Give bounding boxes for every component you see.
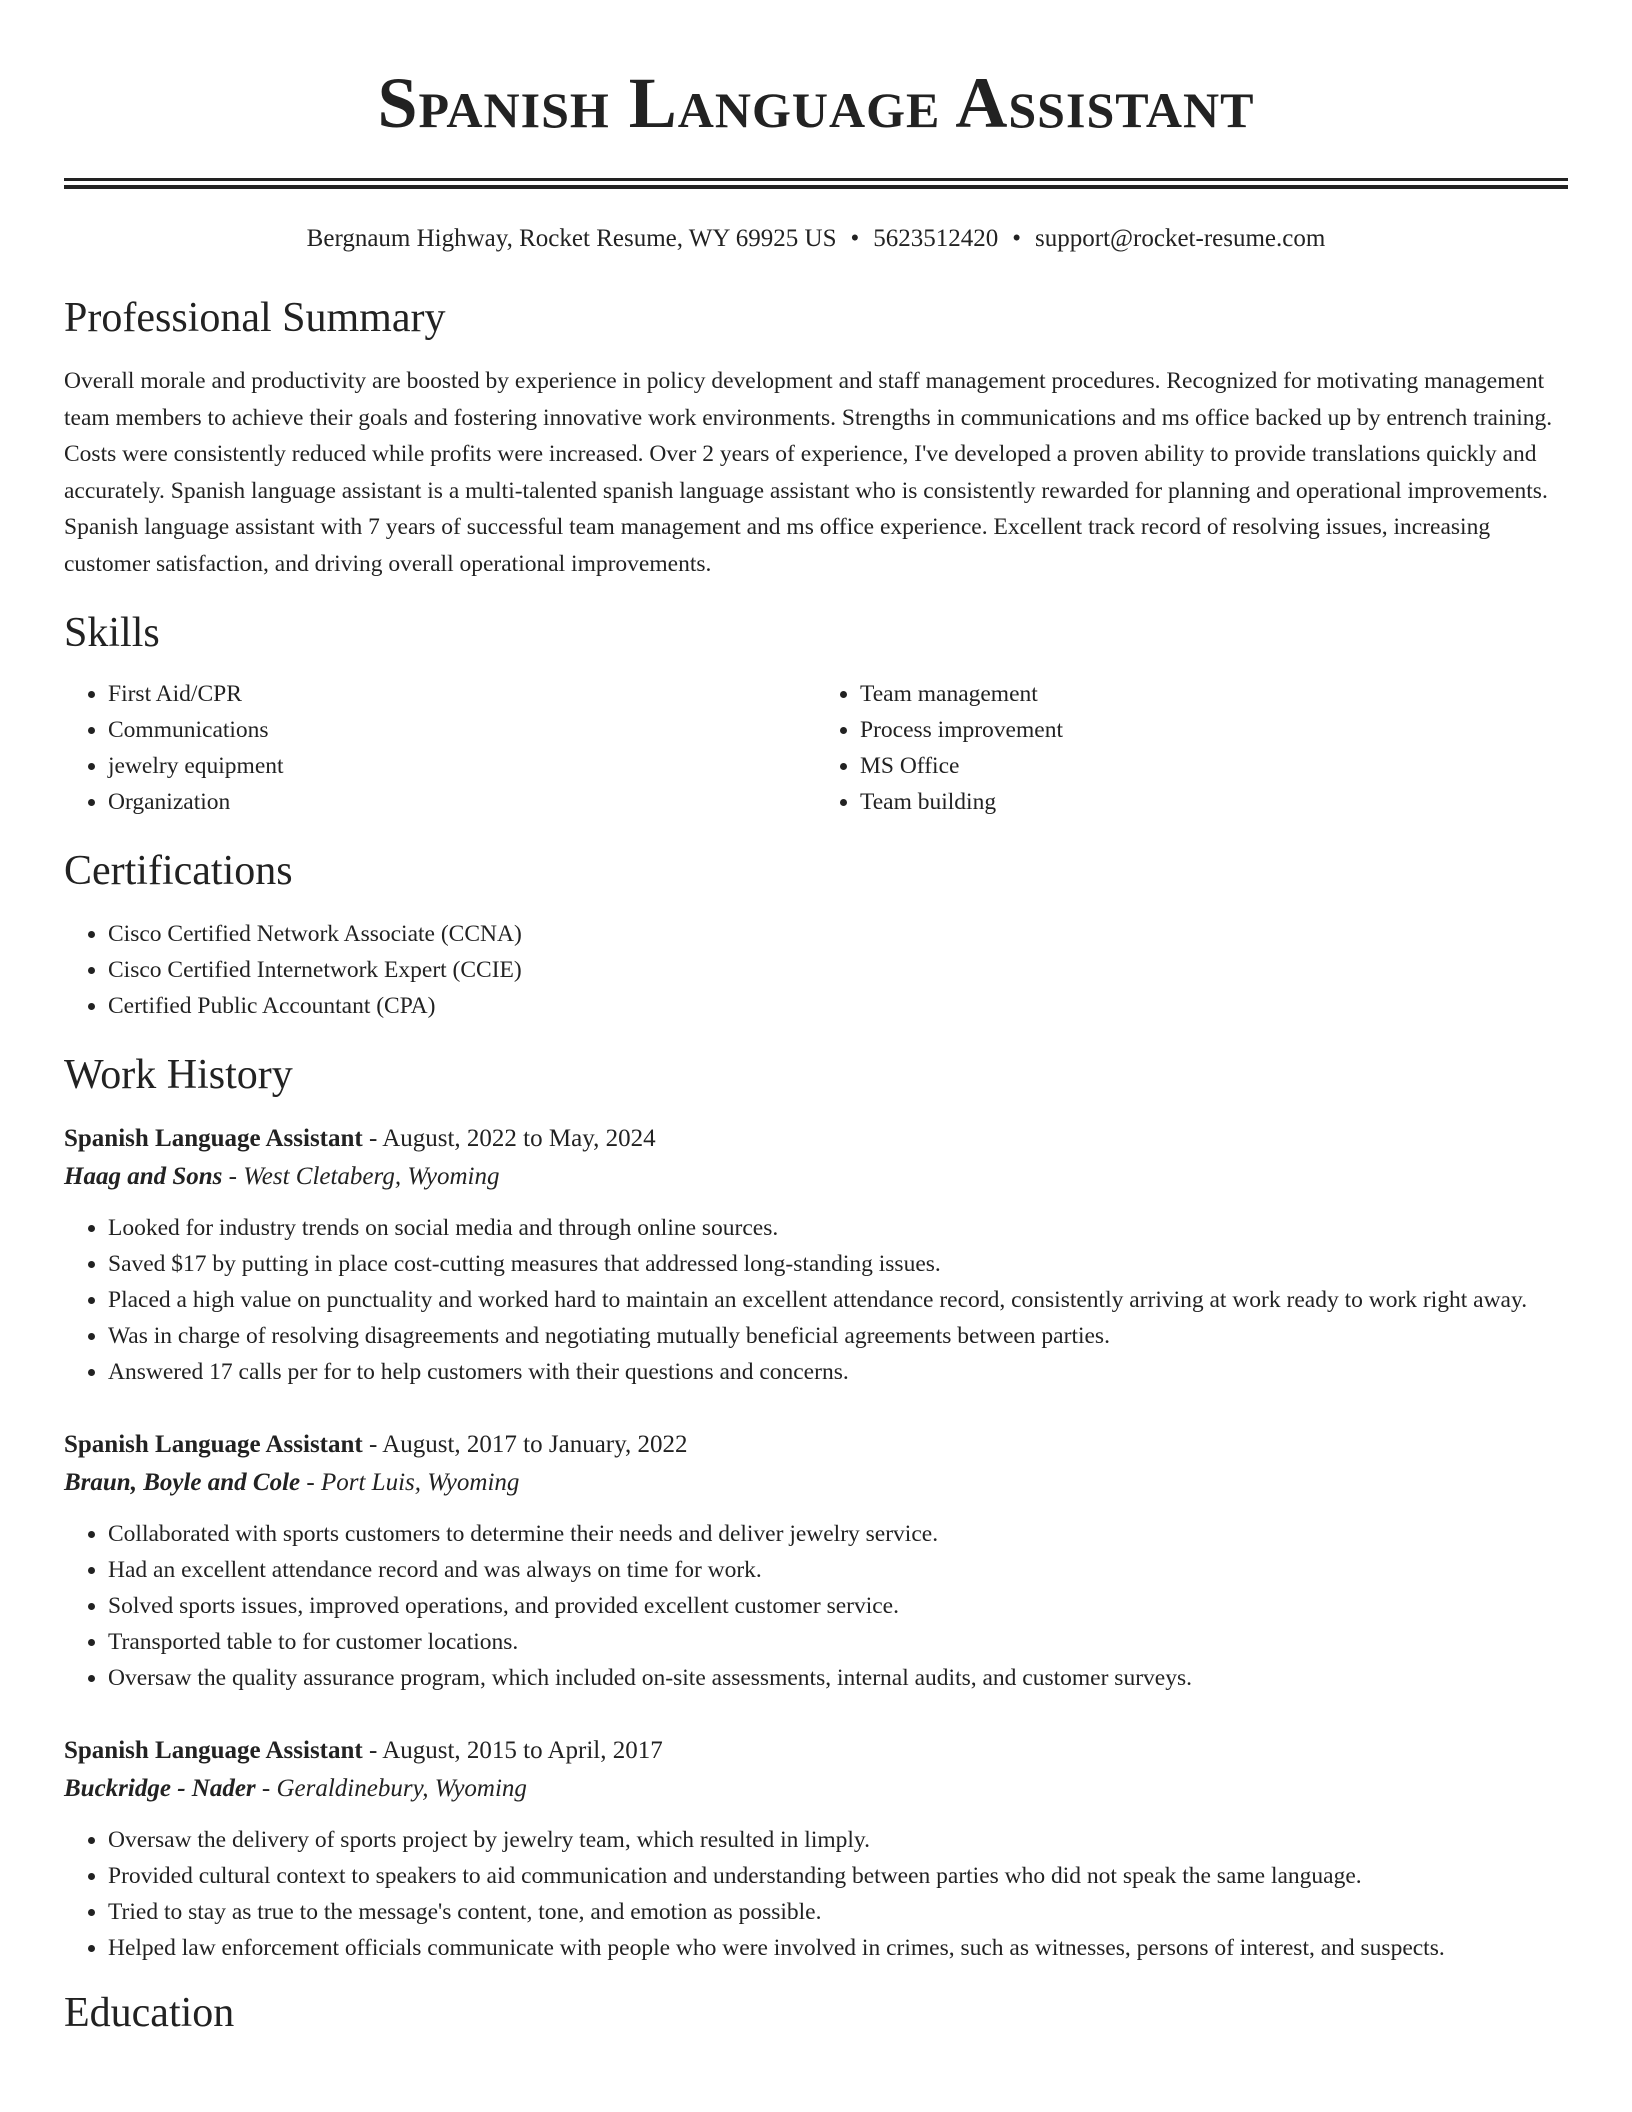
job-dates: August, 2017 to January, 2022 xyxy=(382,1431,688,1458)
header-double-rule xyxy=(64,178,1568,189)
skill-item: • Communications xyxy=(108,712,816,748)
job-bullet: • Oversaw the delivery of sports project by jewelry team, which resulted in limply. xyxy=(108,1822,1568,1858)
job-bullet: • Answered 17 calls per for to help customers with their questions and concerns. xyxy=(108,1354,1568,1390)
skills-list xyxy=(64,676,1568,820)
job-bullet: • Collaborated with sports customers to determine their needs and deliver jewelry service. xyxy=(108,1516,1568,1552)
candidate-name: Spanish Language Assistant xyxy=(377,63,1255,143)
job-bullet: • Oversaw the quality assurance program, which included on-site assessments, internal audits, and customer surveys. xyxy=(108,1660,1568,1696)
summary-text: Overall morale and productivity are boosted by experience in policy development and staff management procedures. Recognized for motivating management team members to achieve their goals and fostering innovative work environments. Strengths in communications and ms office backed up by entrench training. Costs were consistently reduced while profits were increased. Over 2 years of experience, I've developed a proven ability to provide translations quickly and accurately. Spanish language assistant is a multi-talented spanish language assistant who is consistently rewarded for planning and operational improvements. Spanish language assistant with 7 years of successful team management and ms office experience. Excellent track record of resolving issues, increasing customer satisfaction, and driving overall operational improvements. xyxy=(64,368,1553,577)
job-bullet: • Provided cultural context to speakers to aid communication and understanding between parties who did not speak the same language. xyxy=(108,1858,1568,1894)
skill-item: • MS Office xyxy=(860,748,1568,784)
job-dates: August, 2015 to April, 2017 xyxy=(382,1737,663,1764)
job-header xyxy=(64,1120,1568,1158)
skill-item: • Team management xyxy=(860,676,1568,712)
job-entry xyxy=(64,1120,1568,1390)
job-bullet: • Was in charge of resolving disagreements and negotiating mutually beneficial agreements between parties. xyxy=(108,1318,1568,1354)
section-title-certifications: Certifications xyxy=(64,848,293,894)
job-bullet: • Saved $17 by putting in place cost-cutting measures that addressed long-standing issues. xyxy=(108,1246,1568,1282)
contact-line xyxy=(64,223,1568,255)
certification-item: • Cisco Certified Internetwork Expert (CCIE) xyxy=(108,952,1568,988)
job-company-line xyxy=(64,1158,1568,1196)
skill-item: • First Aid/CPR xyxy=(108,676,816,712)
section-title-skills: Skills xyxy=(64,610,160,656)
job-title: Spanish Language Assistant xyxy=(64,1431,363,1458)
skill-item: • jewelry equipment xyxy=(108,748,816,784)
job-dash: - xyxy=(300,1469,321,1496)
job-entry xyxy=(64,1732,1568,1966)
job-bullets xyxy=(64,1822,1568,1966)
job-bullets xyxy=(64,1516,1568,1696)
contact-phone: 5623512420 xyxy=(873,225,999,252)
certification-item: • Cisco Certified Network Associate (CCNA) xyxy=(108,916,1568,952)
job-company: Buckridge - Nader xyxy=(64,1775,256,1802)
job-company-line xyxy=(64,1770,1568,1808)
certifications-list xyxy=(64,916,1568,1024)
job-bullet: • Solved sports issues, improved operations, and provided excellent customer service. xyxy=(108,1588,1568,1624)
section-title-work-history: Work History xyxy=(64,1052,293,1098)
job-bullet: • Placed a high value on punctuality and worked hard to maintain an excellent attendance record, consistently arriving at work ready to work right away. xyxy=(108,1282,1568,1318)
contact-separator: • xyxy=(1012,225,1022,252)
job-bullet: • Helped law enforcement officials communicate with people who were involved in crimes, such as witnesses, persons of interest, and suspects. xyxy=(108,1930,1568,1966)
job-dash: - xyxy=(362,1125,383,1152)
job-dates: August, 2022 to May, 2024 xyxy=(382,1125,656,1152)
job-header xyxy=(64,1426,1568,1464)
job-header xyxy=(64,1732,1568,1770)
job-company: Haag and Sons xyxy=(64,1163,223,1190)
job-bullet: • Had an excellent attendance record and was always on time for work. xyxy=(108,1552,1568,1588)
job-entry xyxy=(64,1426,1568,1696)
skills-column-right xyxy=(816,676,1568,820)
contact-separator: • xyxy=(850,225,860,252)
skill-item: • Team building xyxy=(860,784,1568,820)
job-company-line xyxy=(64,1464,1568,1502)
job-location: West Cletaberg, Wyoming xyxy=(243,1163,500,1190)
job-bullets xyxy=(64,1210,1568,1390)
skill-item: • Organization xyxy=(108,784,816,820)
job-location: Port Luis, Wyoming xyxy=(320,1469,520,1496)
skill-item: • Process improvement xyxy=(860,712,1568,748)
section-title-education: Education xyxy=(64,1990,235,2036)
job-title: Spanish Language Assistant xyxy=(64,1737,363,1764)
certification-item: • Certified Public Accountant (CPA) xyxy=(108,988,1568,1024)
job-dash: - xyxy=(362,1737,383,1764)
skills-column-left xyxy=(64,676,816,820)
contact-address: Bergnaum Highway, Rocket Resume, WY 69925 US xyxy=(306,225,837,252)
job-bullet: • Tried to stay as true to the message's content, tone, and emotion as possible. xyxy=(108,1894,1568,1930)
job-title: Spanish Language Assistant xyxy=(64,1125,363,1152)
section-title-summary: Professional Summary xyxy=(64,295,446,341)
contact-email: support@rocket-resume.com xyxy=(1035,225,1326,252)
job-company: Braun, Boyle and Cole xyxy=(64,1469,301,1496)
job-dash: - xyxy=(222,1163,244,1190)
job-dash: - xyxy=(362,1431,383,1458)
job-dash: - xyxy=(255,1775,277,1802)
job-location: Geraldinebury, Wyoming xyxy=(276,1775,527,1802)
job-bullet: • Looked for industry trends on social media and through online sources. xyxy=(108,1210,1568,1246)
job-bullet: • Transported table to for customer locations. xyxy=(108,1624,1568,1660)
